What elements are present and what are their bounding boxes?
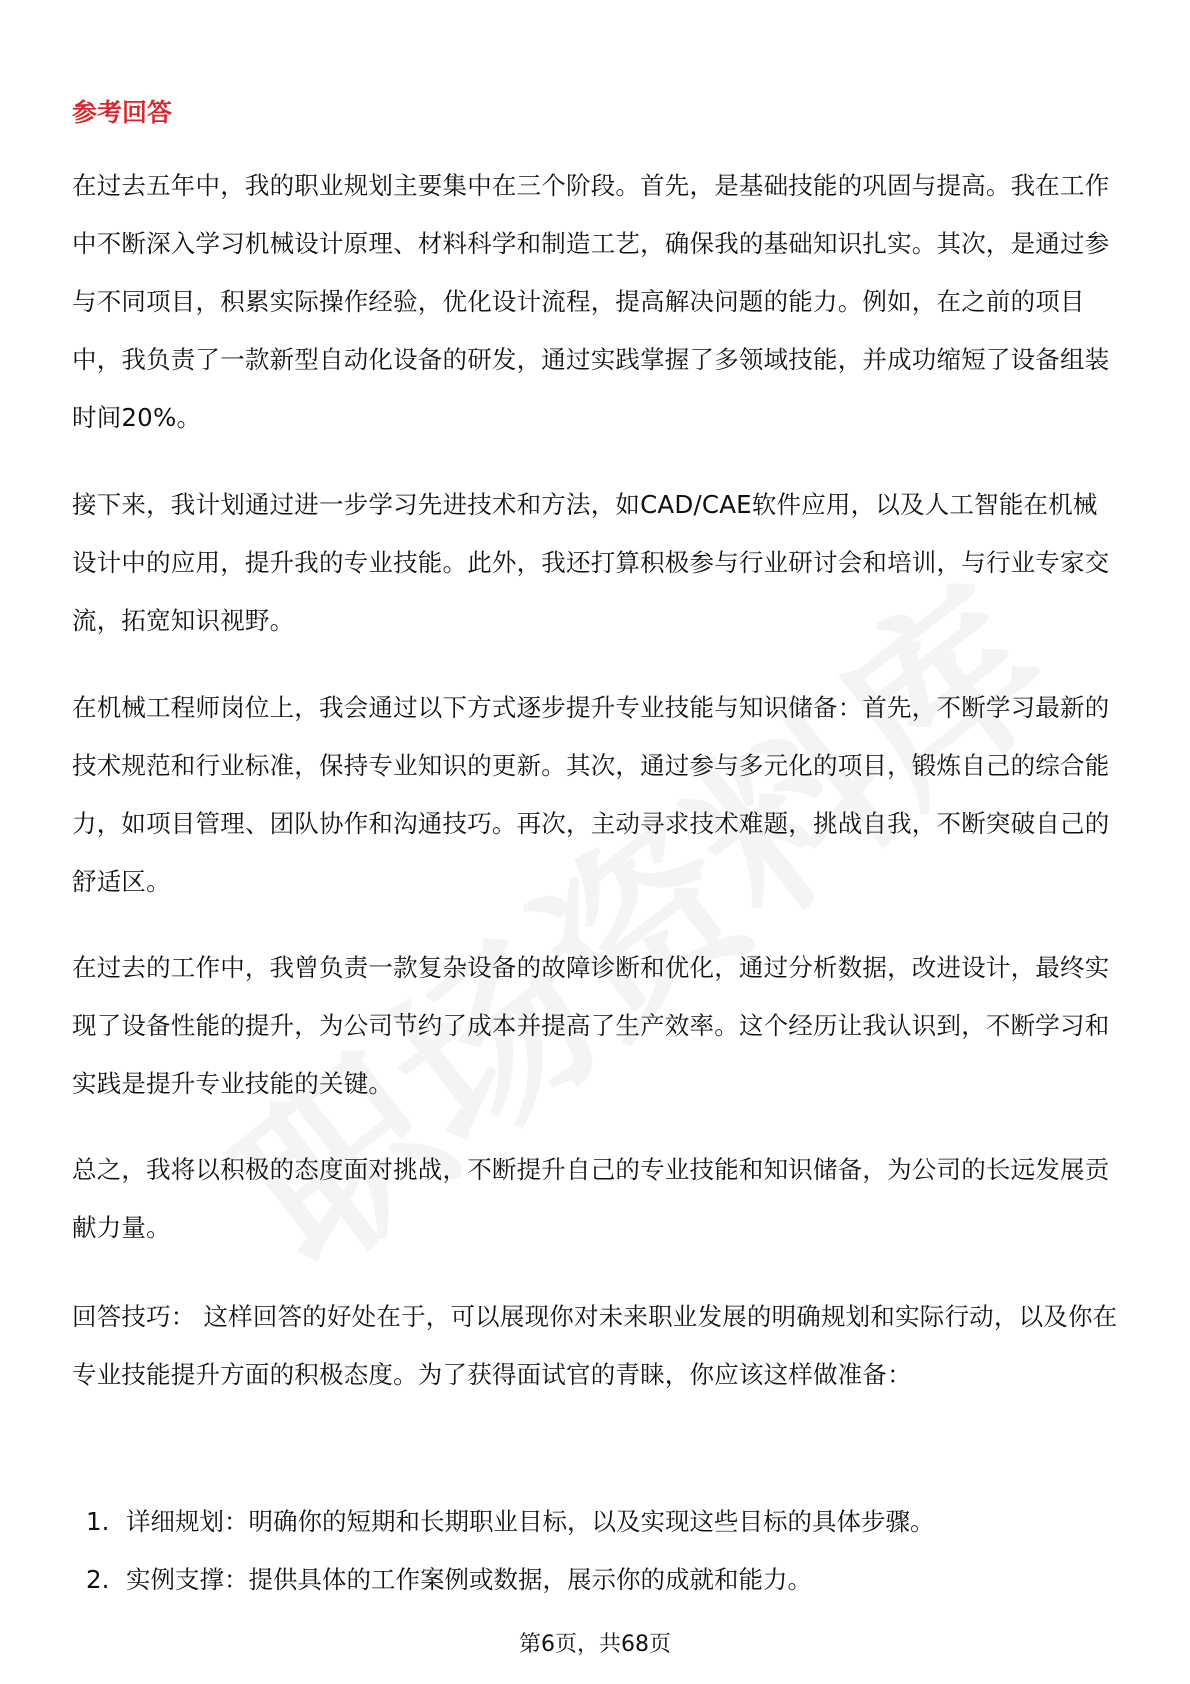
paragraph-skill-improvement: 在机械工程师岗位上，我会通过以下方式逐步提升专业技能与知识储备：首先，不断学习最新的技术规范和行业标准，保持专业知识的更新。其次，通过参与多元化的项目，锻炼自己的综合能力，如项目管理、团队协作和沟通技巧。再次，主动寻求技术难题，挑战自我，不断突破自己的舒适区。 <box>72 693 1110 896</box>
page-number: 第6页，共68页 <box>519 1632 671 1657</box>
paragraph-summary: 总之，我将以积极的态度面对挑战，不断提升自己的专业技能和知识储备，为公司的长远发展贡献力量。 <box>72 1155 1110 1242</box>
paragraph-next-plan: 接下来，我计划通过进一步学习先进技术和方法，如CAD/CAE软件应用，以及人工智能在机械设计中的应用，提升我的专业技能。此外，我还打算积极参与行业研讨会和培训，与行业专家交流，拓宽知识视野。 <box>72 490 1110 635</box>
list-item-number: 2. <box>86 1565 110 1594</box>
paragraph-career-stages: 在过去五年中，我的职业规划主要集中在三个阶段。首先，是基础技能的巩固与提高。我在工作中不断深入学习机械设计原理、材料科学和制造工艺，确保我的基础知识扎实。其次，是通过参与不同项目，积累实际操作经验，优化设计流程，提高解决问题的能力。例如，在之前的项目中，我负责了一款新型自动化设备的研发，通过实践掌握了多领域技能，并成功缩短了设备组装时间20%。 <box>72 171 1110 432</box>
paragraph-past-experience: 在过去的工作中，我曾负责一款复杂设备的故障诊断和优化，通过分析数据，改进设计，最终实现了设备性能的提升，为公司节约了成本并提高了生产效率。这个经历让我认识到，不断学习和实践是提升专业技能的关键。 <box>72 953 1110 1098</box>
tips-list <box>72 1493 1118 1609</box>
list-item-text: 实例支撑：提供具体的工作案例或数据，展示你的成就和能力。 <box>126 1565 812 1594</box>
list-item-number: 1. <box>86 1507 110 1536</box>
list-item <box>72 1551 1118 1609</box>
list-item-text: 详细规划：明确你的短期和长期职业目标，以及实现这些目标的具体步骤。 <box>126 1507 935 1536</box>
paragraph-answer-tips: 回答技巧： 这样回答的好处在于，可以展现你对未来职业发展的明确规划和实际行动，以及你在专业技能提升方面的积极态度。为了获得面试官的青睐，你应该这样做准备： <box>72 1302 1118 1389</box>
section-heading: 参考回答 <box>72 98 173 127</box>
list-item <box>72 1493 1118 1551</box>
